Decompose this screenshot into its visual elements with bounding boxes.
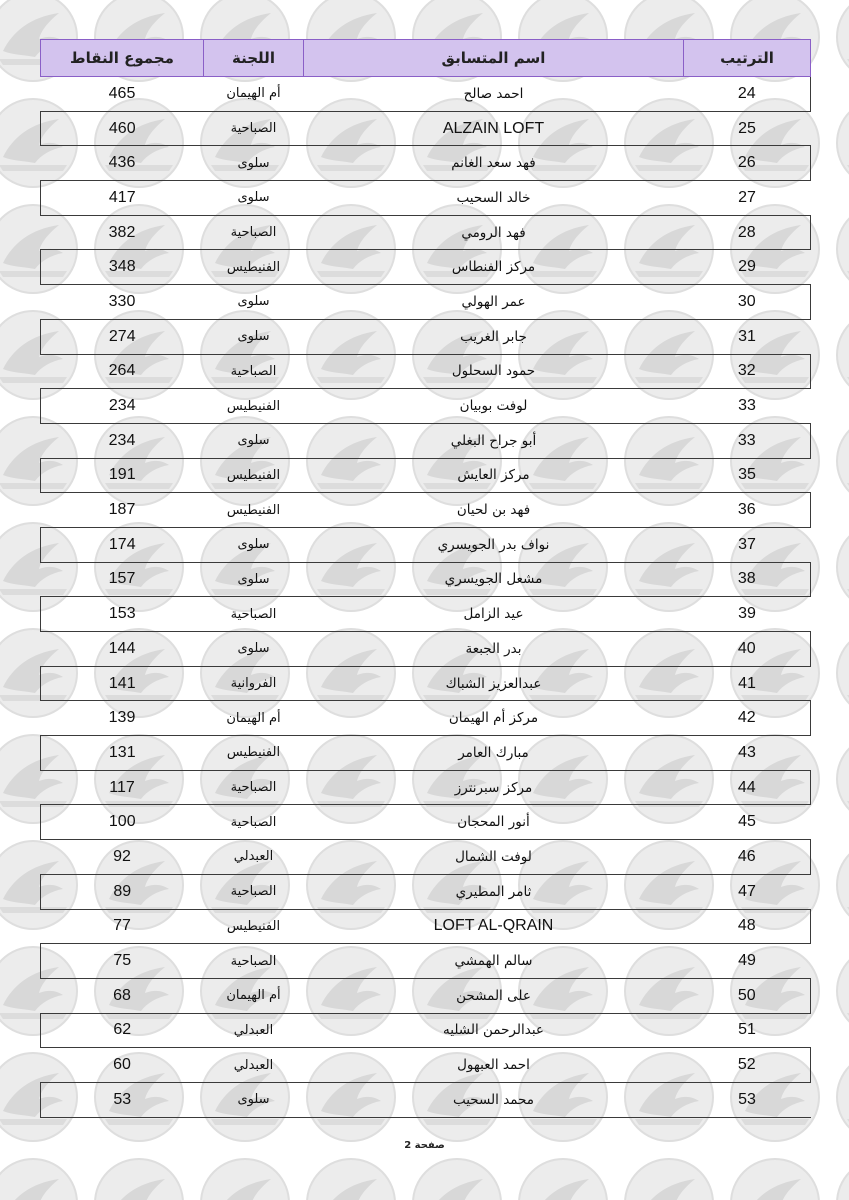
rank-cell: 31	[738, 327, 756, 345]
contestant-name-cell: فهد بن لحيان	[456, 502, 531, 519]
club-cell: سلوى	[237, 537, 270, 553]
rank-cell: 40	[684, 632, 811, 667]
table-header-row	[41, 40, 811, 77]
contestant-name-cell: عبدالرحمن الشليه	[443, 1022, 544, 1039]
points-cell: 348	[41, 250, 204, 285]
contestant-name-cell: سالم الهمشي	[454, 953, 533, 970]
points-cell: 60	[113, 1056, 131, 1074]
contestant-name-cell: لوفت بوبيان	[459, 398, 528, 415]
contestant-name-cell: عبدالعزيز الشباك	[445, 675, 542, 692]
contestant-name-cell: ثامر المطيري	[455, 883, 532, 900]
table-row	[41, 215, 811, 250]
club-cell: العبدلي	[233, 1022, 274, 1038]
rank-cell: 33	[684, 423, 811, 458]
table-row	[41, 1013, 811, 1048]
contestant-name-cell: LOFT AL-QRAIN	[433, 917, 554, 935]
rank-cell: 44	[684, 770, 811, 805]
contestant-name-cell: أنور المحجان	[457, 814, 530, 831]
points-cell: 53	[41, 1082, 204, 1117]
results-table	[40, 39, 811, 1118]
points-cell: 77	[113, 917, 131, 935]
rank-cell: 30	[684, 285, 811, 320]
contestant-name-cell: جابر الغريب	[460, 328, 527, 345]
contestant-name-cell: مركز الفنطاس	[451, 259, 536, 276]
table-row	[41, 597, 811, 632]
points-cell: 460	[41, 111, 204, 146]
contestant-name-cell: مبارك العامر	[458, 744, 529, 761]
points-cell: 68	[113, 986, 131, 1004]
rank-cell: 25	[738, 119, 756, 137]
table-row	[41, 1048, 811, 1083]
rank-cell: 43	[738, 743, 756, 761]
contestant-name-cell: فهد سعد الغانم	[451, 155, 536, 172]
rank-cell: 29	[738, 258, 756, 276]
points-cell: 417	[41, 181, 204, 216]
rank-cell: 38	[684, 562, 811, 597]
rank-cell: 48	[684, 909, 811, 944]
points-cell: 117	[109, 778, 135, 796]
rank-cell: 45	[738, 813, 756, 831]
club-cell: الفنيطيس	[226, 745, 281, 761]
contestant-name-cell: عيد الزامل	[463, 606, 524, 623]
points-cell: 436	[108, 154, 136, 172]
rank-cell: 28	[684, 215, 811, 250]
rank-cell: 39	[738, 605, 756, 623]
rank-cell: 41	[738, 674, 756, 692]
contestant-name-cell: خالد السحيب	[456, 189, 531, 206]
table-row	[41, 423, 811, 458]
club-cell: الصباحية	[230, 814, 277, 830]
table-row	[41, 840, 811, 875]
contestant-name-cell: أبو جراح البغلي	[450, 432, 537, 449]
contestant-name-cell: مركز أم الهيمان	[448, 710, 539, 727]
table-row	[41, 285, 811, 320]
contestant-name-cell: مركز العايش	[457, 467, 530, 484]
table-row	[41, 666, 811, 701]
table-row	[41, 458, 811, 493]
rank-cell: 47	[738, 882, 756, 900]
contestant-name-cell: حمود السحلول	[451, 363, 536, 380]
club-cell: أم الهيمان	[226, 988, 281, 1004]
table-row	[41, 874, 811, 909]
club-cell: سلوى	[237, 155, 270, 171]
club-cell: الصباحية	[230, 121, 277, 137]
club-cell: الصباحية	[230, 780, 277, 796]
contestant-name-cell: على المشحن	[456, 987, 531, 1004]
table-row	[41, 978, 811, 1013]
table-row	[41, 944, 811, 979]
contestant-name-cell: احمد العبهول	[457, 1057, 530, 1074]
header-club: اللجنة	[204, 40, 304, 77]
club-cell: الصباحية	[230, 606, 277, 622]
club-cell: سلوى	[237, 190, 270, 206]
points-cell: 330	[108, 292, 136, 310]
points-cell: 144	[108, 639, 136, 657]
club-cell: سلوى	[237, 329, 270, 345]
club-cell: الفنيطيس	[226, 918, 281, 934]
table-row	[41, 770, 811, 805]
rank-cell: 32	[684, 354, 811, 389]
page-footer	[0, 1140, 849, 1151]
rank-cell: 53	[738, 1090, 756, 1108]
rank-cell: 26	[684, 146, 811, 181]
club-cell: العبدلي	[233, 849, 274, 865]
rank-cell: 33	[738, 397, 756, 415]
table-row	[41, 736, 811, 771]
page-label: صفحة	[414, 1140, 445, 1151]
points-cell: 234	[41, 389, 204, 424]
contestant-name-cell: بدر الجبعة	[465, 640, 522, 657]
rank-cell: 35	[738, 466, 756, 484]
table-row	[41, 146, 811, 181]
table-row	[41, 181, 811, 216]
rank-cell: 50	[684, 978, 811, 1013]
contestant-name-cell: نواف بدر الجويسري	[437, 536, 550, 553]
club-cell: الفنيطيس	[226, 467, 281, 483]
points-cell: 92	[113, 847, 131, 865]
points-cell: 264	[108, 362, 136, 380]
rank-cell: 36	[684, 493, 811, 528]
table-row	[41, 77, 811, 112]
table-row	[41, 701, 811, 736]
club-cell: العبدلي	[233, 1057, 274, 1073]
contestant-name-cell: مركز سبرنترز	[454, 779, 533, 796]
contestant-name-cell: محمد السحيب	[452, 1091, 535, 1108]
table-row	[41, 527, 811, 562]
contestant-name-cell: لوفت الشمال	[455, 848, 532, 865]
results-rows	[41, 77, 811, 1118]
contestant-name-cell: فهد الرومي	[461, 224, 526, 241]
club-cell: الصباحية	[230, 225, 277, 241]
points-cell: 174	[41, 527, 204, 562]
points-cell: 157	[108, 570, 136, 588]
table-row	[41, 632, 811, 667]
table-row	[41, 389, 811, 424]
club-cell: الفنيطيس	[226, 398, 281, 414]
points-cell: 131	[41, 736, 204, 771]
table-row	[41, 493, 811, 528]
club-cell: الصباحية	[230, 884, 277, 900]
rank-cell: 49	[738, 952, 756, 970]
club-cell: سلوى	[237, 1092, 270, 1108]
contestant-name-cell: ALZAIN LOFT	[442, 119, 545, 137]
rank-cell: 52	[684, 1048, 811, 1083]
points-cell: 153	[41, 597, 204, 632]
points-cell: 62	[41, 1013, 204, 1048]
club-cell: سلوى	[237, 571, 270, 587]
contestant-name-cell: احمد صالح	[463, 85, 524, 102]
rank-cell: 46	[684, 840, 811, 875]
table-row	[41, 562, 811, 597]
table-row	[41, 319, 811, 354]
table-row	[41, 909, 811, 944]
rank-cell: 27	[738, 188, 756, 206]
header-total-points: مجموع النقاط	[41, 40, 204, 77]
points-cell: 382	[108, 223, 136, 241]
table-row	[41, 354, 811, 389]
club-cell: أم الهيمان	[226, 710, 281, 726]
rank-cell: 24	[684, 77, 811, 112]
club-cell: الصباحية	[230, 363, 277, 379]
club-cell: الفروانية	[230, 676, 277, 692]
points-cell: 191	[41, 458, 204, 493]
table-row	[41, 250, 811, 285]
club-cell: الفنيطيس	[226, 259, 281, 275]
header-contestant-name: اسم المتسابق	[304, 40, 684, 77]
points-cell: 187	[108, 501, 136, 519]
rank-cell: 37	[738, 535, 756, 553]
points-cell: 89	[41, 874, 204, 909]
points-cell: 234	[108, 431, 136, 449]
club-cell: سلوى	[237, 641, 270, 657]
club-cell: سلوى	[237, 433, 270, 449]
page-number: 2	[404, 1140, 412, 1151]
points-cell: 465	[108, 84, 136, 102]
table-row	[41, 111, 811, 146]
points-cell: 75	[41, 944, 204, 979]
header-rank: الترتيب	[684, 40, 811, 77]
rank-cell: 42	[684, 701, 811, 736]
contestant-name-cell: مشعل الجويسري	[444, 571, 543, 588]
club-cell: الفنيطيس	[226, 502, 281, 518]
points-cell: 139	[108, 709, 136, 727]
points-cell: 274	[41, 319, 204, 354]
table-row	[41, 1082, 811, 1117]
club-cell: الصباحية	[230, 953, 277, 969]
club-cell: أم الهيمان	[226, 86, 281, 102]
points-cell: 100	[41, 805, 204, 840]
rank-cell: 51	[738, 1021, 756, 1039]
table-row	[41, 805, 811, 840]
club-cell: سلوى	[237, 294, 270, 310]
contestant-name-cell: عمر الهولي	[461, 293, 526, 310]
points-cell: 141	[41, 666, 204, 701]
